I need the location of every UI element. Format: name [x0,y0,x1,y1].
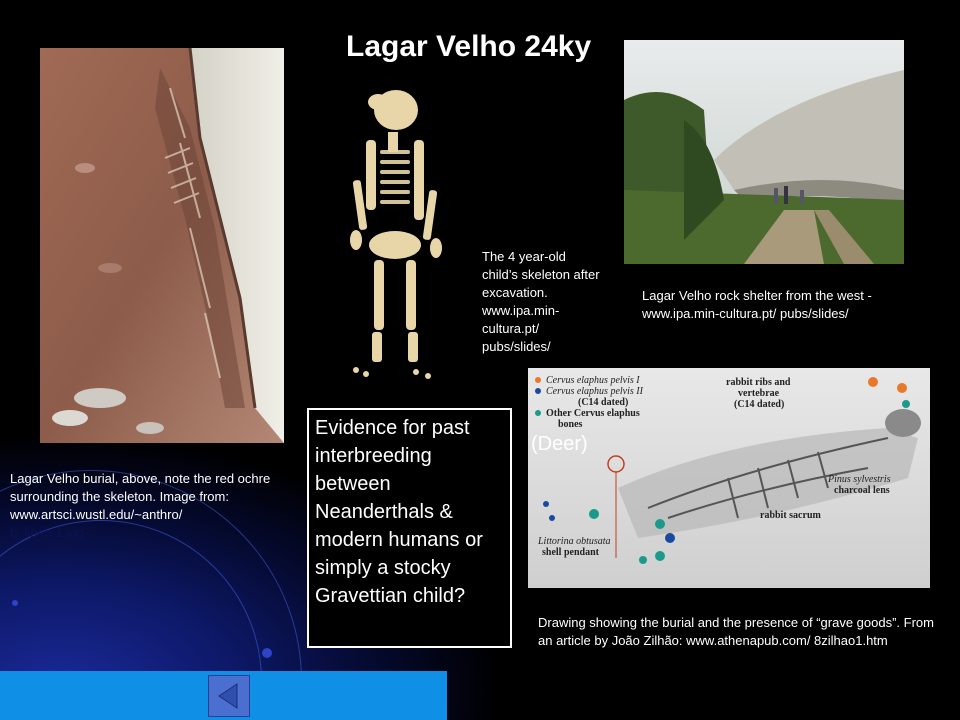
skeleton-photo-image [296,80,480,385]
drawing-legend-3a: Other Cervus elaphus [546,408,640,419]
deer-label: (Deer) [531,433,588,455]
rock-shelter-photo [624,40,904,264]
skeleton-photo [296,80,480,385]
rock-shelter-photo-image [624,40,904,264]
slide-title: Lagar Velho 24ky [346,30,592,63]
drawing-label-ribs2: vertebrae [738,388,780,399]
drawing-label-ribs1: rabbit ribs and [726,377,791,388]
shelter-caption: Lagar Velho rock shelter from the west - www.ipa.min-cultura.pt/ pubs/slides/ [642,288,872,321]
burial-caption [10,470,272,542]
burial-caption-text: Lagar Velho burial, above, note the red ochre surrounding the skeleton. Image from: www.artsci.wustl.edu/~anthro/ [10,471,271,522]
skeleton-caption: The 4 year-old child’s skeleton after excavation. www.ipa.min-cultura.pt/ pubs/slides/ [482,249,600,354]
drawing-caption: Drawing showing the burial and the presence of “grave goods”. From an article by João Zilhão: www.athenapub.com/ 8zilhao1.htm [538,615,934,648]
drawing-label-pinus1: Pinus sylvestris [828,474,891,485]
interbreeding-callout [307,408,512,648]
drawing-legend-2: Cervus elaphus pelvis II [546,386,643,397]
drawing-legend-3b: bones [558,419,583,430]
burial-drawing [528,368,930,588]
drawing-legend-1: Cervus elaphus pelvis I [546,375,640,386]
callout-text: Evidence for past interbreeding between Neanderthals & modern humans or simply a stocky Gravettian child? [315,417,483,607]
drawing-label-sacrum: rabbit sacrum [760,510,821,521]
drawing-label-littorina2: shell pendant [542,547,599,558]
burial-drawing-image [528,368,930,588]
decor-dot [12,600,18,606]
drawing-label-pinus2: charcoal lens [834,485,890,496]
back-button[interactable] [208,675,250,717]
decor-dot [262,648,272,658]
drawing-label-ribs3: (C14 dated) [734,399,785,410]
triangle-left-icon [209,676,249,716]
drawing-legend-2b: (C14 dated) [578,397,629,408]
burial-caption-tail: b_lineh 1.jpg [10,525,84,540]
burial-photo [40,48,284,443]
burial-photo-image [40,48,284,443]
drawing-label-littorina1: Littorina obtusata [538,536,611,547]
